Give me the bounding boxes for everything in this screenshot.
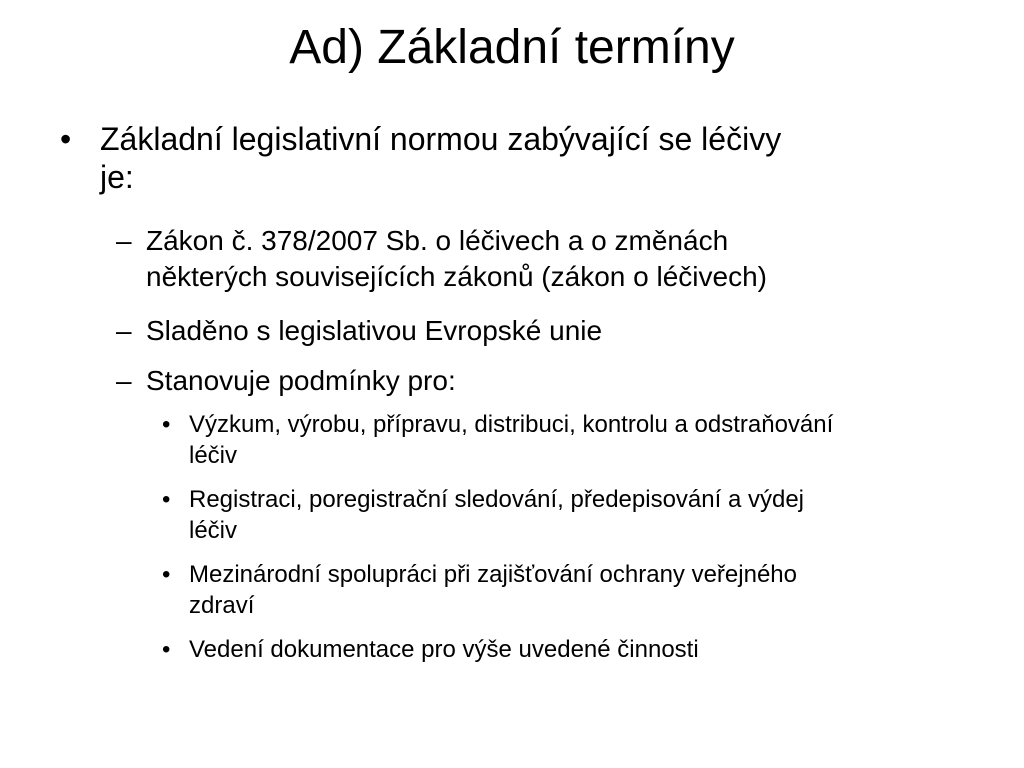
sub-bullet-line: Zákon č. 378/2007 Sb. o léčivech a o změnách bbox=[146, 225, 729, 256]
sub-bullet-law bbox=[146, 223, 767, 295]
sub-bullet-eu bbox=[146, 313, 602, 349]
sub-sub-bullet-line: zdraví bbox=[189, 592, 255, 619]
dash-marker: – bbox=[116, 315, 132, 346]
small-bullet-marker: • bbox=[162, 561, 171, 588]
dash-marker: – bbox=[116, 365, 132, 396]
sub-sub-bullet-line: léčiv bbox=[189, 517, 238, 544]
sub-sub-bullet-research bbox=[189, 409, 833, 471]
sub-sub-bullet-line: léčiv bbox=[189, 442, 238, 469]
bullet-text-legislation bbox=[100, 120, 781, 196]
sub-sub-bullet-line: Výzkum, výrobu, přípravu, distribuci, kontrolu a odstraňování bbox=[189, 411, 834, 438]
small-bullet-marker: • bbox=[162, 486, 171, 513]
sub-sub-bullet-line: Registraci, poregistrační sledování, předepisování a výdej bbox=[189, 486, 804, 513]
sub-bullet-line: některých souvisejících zákonů (zákon o léčivech) bbox=[146, 261, 767, 292]
sub-sub-bullet-documentation bbox=[189, 634, 699, 665]
slide-title: Ad) Základní termíny bbox=[289, 21, 735, 74]
sub-sub-bullet-cooperation bbox=[189, 559, 797, 621]
bullet-marker: • bbox=[60, 121, 72, 157]
sub-sub-bullet-line: Mezinárodní spolupráci při zajišťování ochrany veřejného bbox=[189, 561, 797, 588]
small-bullet-marker: • bbox=[162, 636, 171, 663]
small-bullet-marker: • bbox=[162, 411, 171, 438]
bullet-line: je: bbox=[100, 159, 134, 195]
sub-sub-bullet-line: Vedení dokumentace pro výše uvedené činnosti bbox=[189, 636, 699, 663]
bullet-line: Základní legislativní normou zabývající se léčivy bbox=[100, 121, 782, 157]
dash-marker: – bbox=[116, 225, 132, 256]
sub-bullet-conditions bbox=[146, 363, 456, 399]
sub-sub-bullet-registration bbox=[189, 484, 804, 546]
sub-bullet-line: Stanovuje podmínky pro: bbox=[146, 365, 456, 396]
sub-bullet-line: Sladěno s legislativou Evropské unie bbox=[146, 315, 603, 346]
